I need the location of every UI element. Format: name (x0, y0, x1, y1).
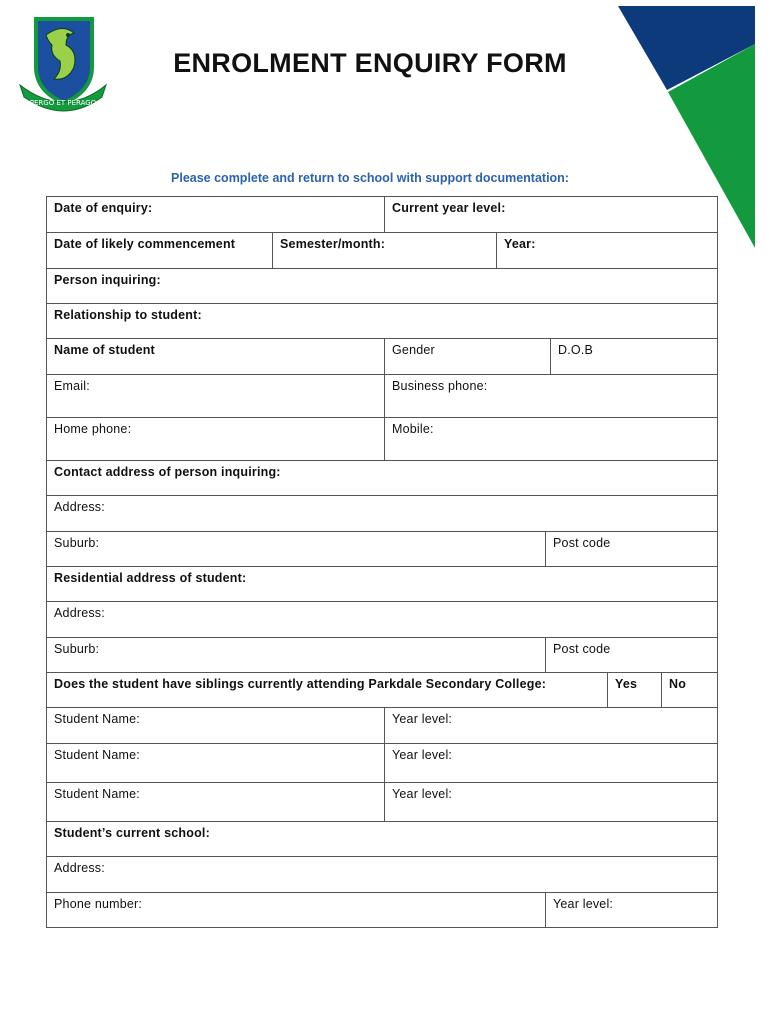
email-field[interactable]: Email: (54, 379, 90, 393)
home-phone-field[interactable]: Home phone: (54, 422, 132, 436)
siblings-no-option[interactable]: No (661, 673, 717, 707)
current-school-heading: Student’s current school: (54, 826, 210, 840)
residential-postcode-field[interactable]: Post code (545, 638, 717, 672)
residential-address-heading: Residential address of student: (54, 571, 247, 585)
residential-suburb-field[interactable]: Suburb: (54, 642, 100, 656)
business-phone-field[interactable]: Business phone: (384, 375, 717, 417)
mobile-field[interactable]: Mobile: (384, 418, 717, 460)
semester-month-field[interactable]: Semester/month: (272, 233, 496, 268)
dob-field[interactable]: D.O.B (550, 339, 717, 374)
name-of-student-field[interactable]: Name of student (54, 343, 155, 357)
sibling-3-year-field[interactable]: Year level: (384, 783, 717, 821)
siblings-yes-option[interactable]: Yes (607, 673, 661, 707)
date-of-enquiry-field[interactable]: Date of enquiry: (54, 201, 153, 215)
person-inquiring-field[interactable]: Person inquiring: (54, 273, 161, 287)
school-year-level-field[interactable]: Year level: (545, 893, 717, 927)
relationship-to-student-field[interactable]: Relationship to student: (54, 308, 202, 322)
sibling-1-name-field[interactable]: Student Name: (54, 712, 140, 726)
contact-address-heading: Contact address of person inquiring: (54, 465, 281, 479)
enquiry-form-table (46, 196, 718, 928)
date-of-commencement-field[interactable]: Date of likely commencement (54, 237, 236, 251)
siblings-question: Does the student have siblings currently attending Parkdale Secondary College: (54, 677, 547, 691)
contact-postcode-field[interactable]: Post code (545, 532, 717, 566)
school-phone-field[interactable]: Phone number: (54, 897, 143, 911)
page-title: ENROLMENT ENQUIRY FORM (173, 48, 567, 78)
sibling-1-year-field[interactable]: Year level: (384, 708, 717, 743)
svg-text:PERGO ET PERAGO: PERGO ET PERAGO (29, 99, 97, 107)
contact-suburb-field[interactable]: Suburb: (54, 536, 100, 550)
sibling-2-name-field[interactable]: Student Name: (54, 748, 140, 762)
sibling-2-year-field[interactable]: Year level: (384, 744, 717, 782)
residential-address-field[interactable]: Address: (54, 606, 105, 620)
gender-field[interactable]: Gender (384, 339, 550, 374)
school-address-field[interactable]: Address: (54, 861, 105, 875)
contact-address-field[interactable]: Address: (54, 500, 105, 514)
current-year-level-field[interactable]: Current year level: (384, 197, 717, 232)
form-instructions: Please complete and return to school with support documentation: (171, 171, 569, 185)
year-field[interactable]: Year: (496, 233, 717, 268)
sibling-3-name-field[interactable]: Student Name: (54, 787, 140, 801)
